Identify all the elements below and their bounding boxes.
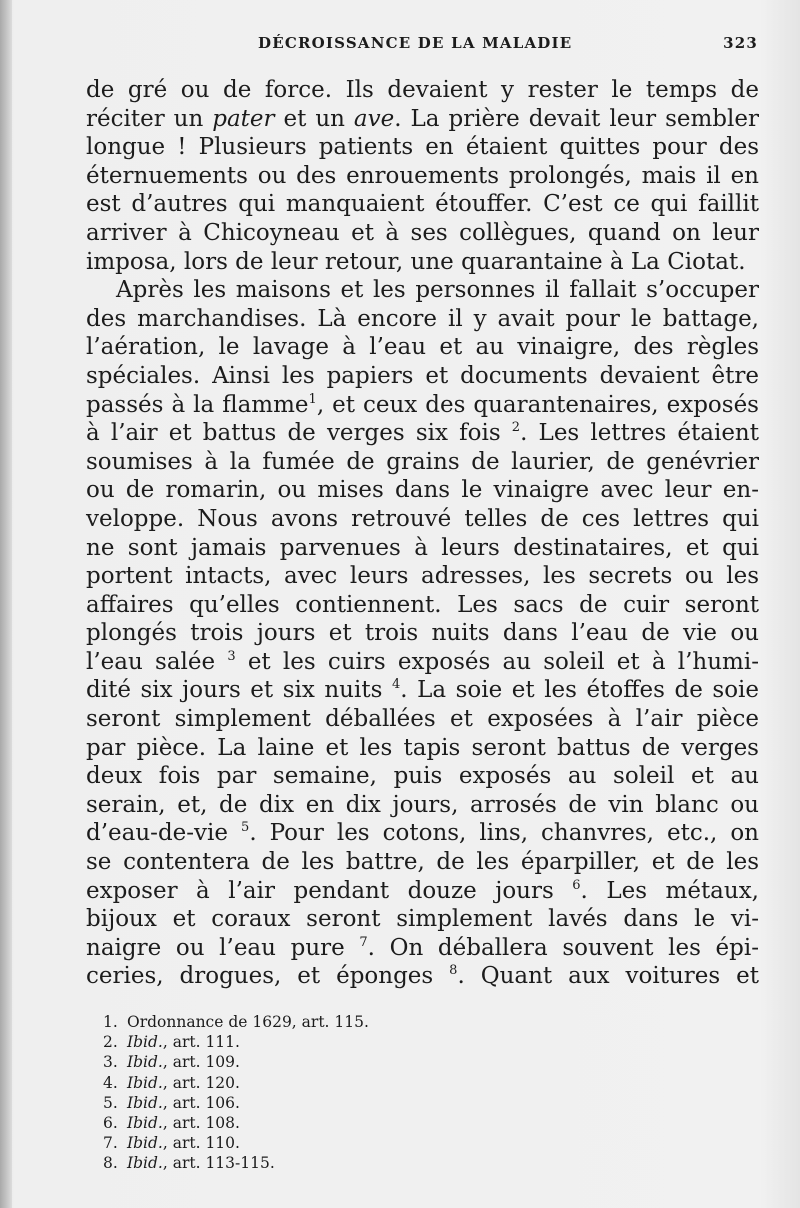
text-run: d’eau-de-vie <box>86 820 242 847</box>
footnote-number: 3. <box>103 1053 118 1072</box>
text-run: deux fois par semaine, puis exposés au soleil et au <box>86 763 759 790</box>
footnote <box>103 1153 369 1173</box>
footnote-reference: 4 <box>391 677 401 693</box>
text-run: , et ceux des quarantenaires, exposés <box>316 391 759 418</box>
text-run: . La soie et les étoffes de soie <box>400 677 760 704</box>
text-line <box>86 219 759 248</box>
text-run: seront simplement déballées et exposées à l’air pièce <box>86 706 759 733</box>
text-run: portent intacts, avec leurs adresses, les secrets ou les <box>86 563 759 590</box>
text-run: arriver à Chicoyneau et à ses collègues, quand on leur <box>86 219 759 246</box>
text-run: naigre ou l’eau pure <box>86 934 360 961</box>
text-run: dité six jours et six nuits <box>86 677 392 704</box>
text-run: de gré ou de force. Ils devaient y rester le temps de <box>86 77 759 103</box>
page-number: 323 <box>723 34 758 52</box>
text-run: réciter un <box>86 105 213 132</box>
text-run: exposer à l’air pendant douze jours <box>86 877 573 904</box>
text-run: , art. 111. <box>162 1033 240 1052</box>
text-run: ceries, drogues, et éponges <box>86 963 450 990</box>
text-line <box>86 105 759 134</box>
text-run: éternuements ou des enrouements prolongés, mais il en <box>86 162 759 189</box>
footnote-reference: 3 <box>227 648 236 664</box>
italic-text: pater <box>212 105 275 132</box>
text-line <box>86 734 759 763</box>
text-run: , art. 113-115. <box>162 1154 275 1173</box>
footnote <box>103 1032 369 1052</box>
text-run: , art. 109. <box>162 1053 240 1072</box>
text-run: veloppe. Nous avons retrouvé telles de ces lettres qui <box>86 505 759 532</box>
text-run: et les cuirs exposés au soleil et à l’humi- <box>235 648 759 675</box>
text-run: ne sont jamais parvenues à leurs destinataires, et qui <box>86 534 759 561</box>
text-line <box>86 162 759 191</box>
text-run: , art. 110. <box>162 1134 240 1153</box>
footnote <box>103 1073 369 1093</box>
text-line <box>86 248 759 277</box>
text-run: est d’autres qui manquaient étouffer. C’est ce qui faillit <box>86 191 759 218</box>
text-line <box>86 676 759 705</box>
italic-text: ave <box>353 105 395 132</box>
text-run: , art. 108. <box>162 1114 240 1133</box>
footnote <box>103 1133 369 1153</box>
text-run: ou de romarin, ou mises dans le vinaigre avec leur en- <box>86 477 759 504</box>
text-run: , art. 106. <box>162 1093 240 1112</box>
text-line <box>86 819 759 848</box>
binding-shadow <box>0 0 12 1208</box>
text-line <box>86 562 759 591</box>
text-run: . Quant aux voitures et <box>457 963 759 990</box>
footnote-number: 8. <box>103 1154 118 1173</box>
text-run: se contentera de les battre, de les éparpiller, et de les <box>86 849 759 876</box>
text-line <box>86 362 759 391</box>
text-run: . La prière devait leur sembler <box>394 105 759 132</box>
text-run: à l’air et battus de verges six fois <box>86 420 512 447</box>
text-line <box>86 791 759 820</box>
italic-text: Ibid. <box>127 1073 163 1092</box>
text-line <box>86 591 759 620</box>
text-line <box>86 534 759 563</box>
text-run: passés à la flamme <box>86 391 309 418</box>
text-run: , art. 120. <box>162 1073 240 1092</box>
text-run: longue ! Plusieurs patients en étaient quittes pour des <box>86 134 759 161</box>
text-line <box>86 905 759 934</box>
text-run: . Les lettres étaient <box>520 420 759 447</box>
footnote-number: 4. <box>103 1073 118 1092</box>
footnote <box>103 1093 369 1113</box>
footnote <box>103 1012 369 1032</box>
footnote-number: 5. <box>103 1093 118 1112</box>
text-line <box>86 648 759 677</box>
text-line <box>86 505 759 534</box>
text-line <box>86 305 759 334</box>
text-line <box>86 962 759 991</box>
footnote-reference: 6 <box>572 877 581 893</box>
text-run: Ordonnance de 1629, art. 115. <box>127 1013 369 1031</box>
italic-text: Ibid. <box>127 1134 163 1153</box>
footnote-reference: 1 <box>308 391 317 407</box>
text-run: l’aération, le lavage à l’eau et au vinaigre, des règles <box>86 334 759 361</box>
text-line <box>86 705 759 734</box>
text-run: l’eau salée <box>86 648 228 675</box>
text-run: et un <box>274 105 354 132</box>
text-run: bijoux et coraux seront simplement lavés dans le vi- <box>86 906 759 933</box>
text-line <box>86 934 759 963</box>
footnotes <box>103 1012 369 1174</box>
footnote-number: 6. <box>103 1114 118 1133</box>
footnote-reference: 8 <box>449 963 458 979</box>
text-line <box>86 190 759 219</box>
footnote-reference: 7 <box>359 934 368 950</box>
text-line <box>86 476 759 505</box>
running-header <box>86 34 758 62</box>
text-line <box>86 333 759 362</box>
text-line <box>86 848 759 877</box>
text-line <box>86 619 759 648</box>
footnote <box>103 1113 369 1133</box>
running-title: DÉCROISSANCE DE LA MALADIE <box>258 34 573 52</box>
text-run: par pièce. La laine et les tapis seront battus de verges <box>86 734 759 761</box>
italic-text: Ibid. <box>127 1053 163 1072</box>
text-run: plongés trois jours et trois nuits dans l’eau de vie ou <box>86 620 759 647</box>
text-run: serain, et, de dix en dix jours, arrosés de vin blanc ou <box>86 791 759 818</box>
text-run: . Les métaux, <box>580 877 759 904</box>
text-line <box>86 448 759 477</box>
text-run: . On déballera souvent les épi- <box>367 934 759 961</box>
text-line <box>86 762 759 791</box>
italic-text: Ibid. <box>127 1093 163 1112</box>
text-run: . Pour les cotons, lins, chanvres, etc., on <box>249 820 759 847</box>
text-line <box>86 133 759 162</box>
footnote-number: 2. <box>103 1033 118 1052</box>
text-line <box>86 276 759 305</box>
text-run: Après les maisons et les personnes il fallait s’occuper <box>116 277 759 304</box>
text-run: des marchandises. Là encore il y avait pour le battage, <box>86 305 759 332</box>
footnote-reference: 2 <box>511 420 521 436</box>
footnote-number: 7. <box>103 1134 118 1153</box>
italic-text: Ibid. <box>127 1033 163 1052</box>
text-line <box>86 76 759 105</box>
text-run: soumises à la fumée de grains de laurier, de genévrier <box>86 448 759 475</box>
text-run: affaires qu’elles contiennent. Les sacs de cuir seront <box>86 591 759 618</box>
text-run: imposa, lors de leur retour, une quarantaine à La Ciotat. <box>86 248 746 275</box>
footnote-reference: 5 <box>241 820 250 836</box>
italic-text: Ibid. <box>127 1114 163 1133</box>
text-run: spéciales. Ainsi les papiers et documents devaient être <box>86 362 759 389</box>
text-line <box>86 419 759 448</box>
body-text <box>86 76 759 991</box>
footnote-number: 1. <box>103 1013 118 1031</box>
footnote <box>103 1052 369 1072</box>
italic-text: Ibid. <box>127 1154 163 1173</box>
text-line <box>86 877 759 906</box>
text-line <box>86 391 759 420</box>
